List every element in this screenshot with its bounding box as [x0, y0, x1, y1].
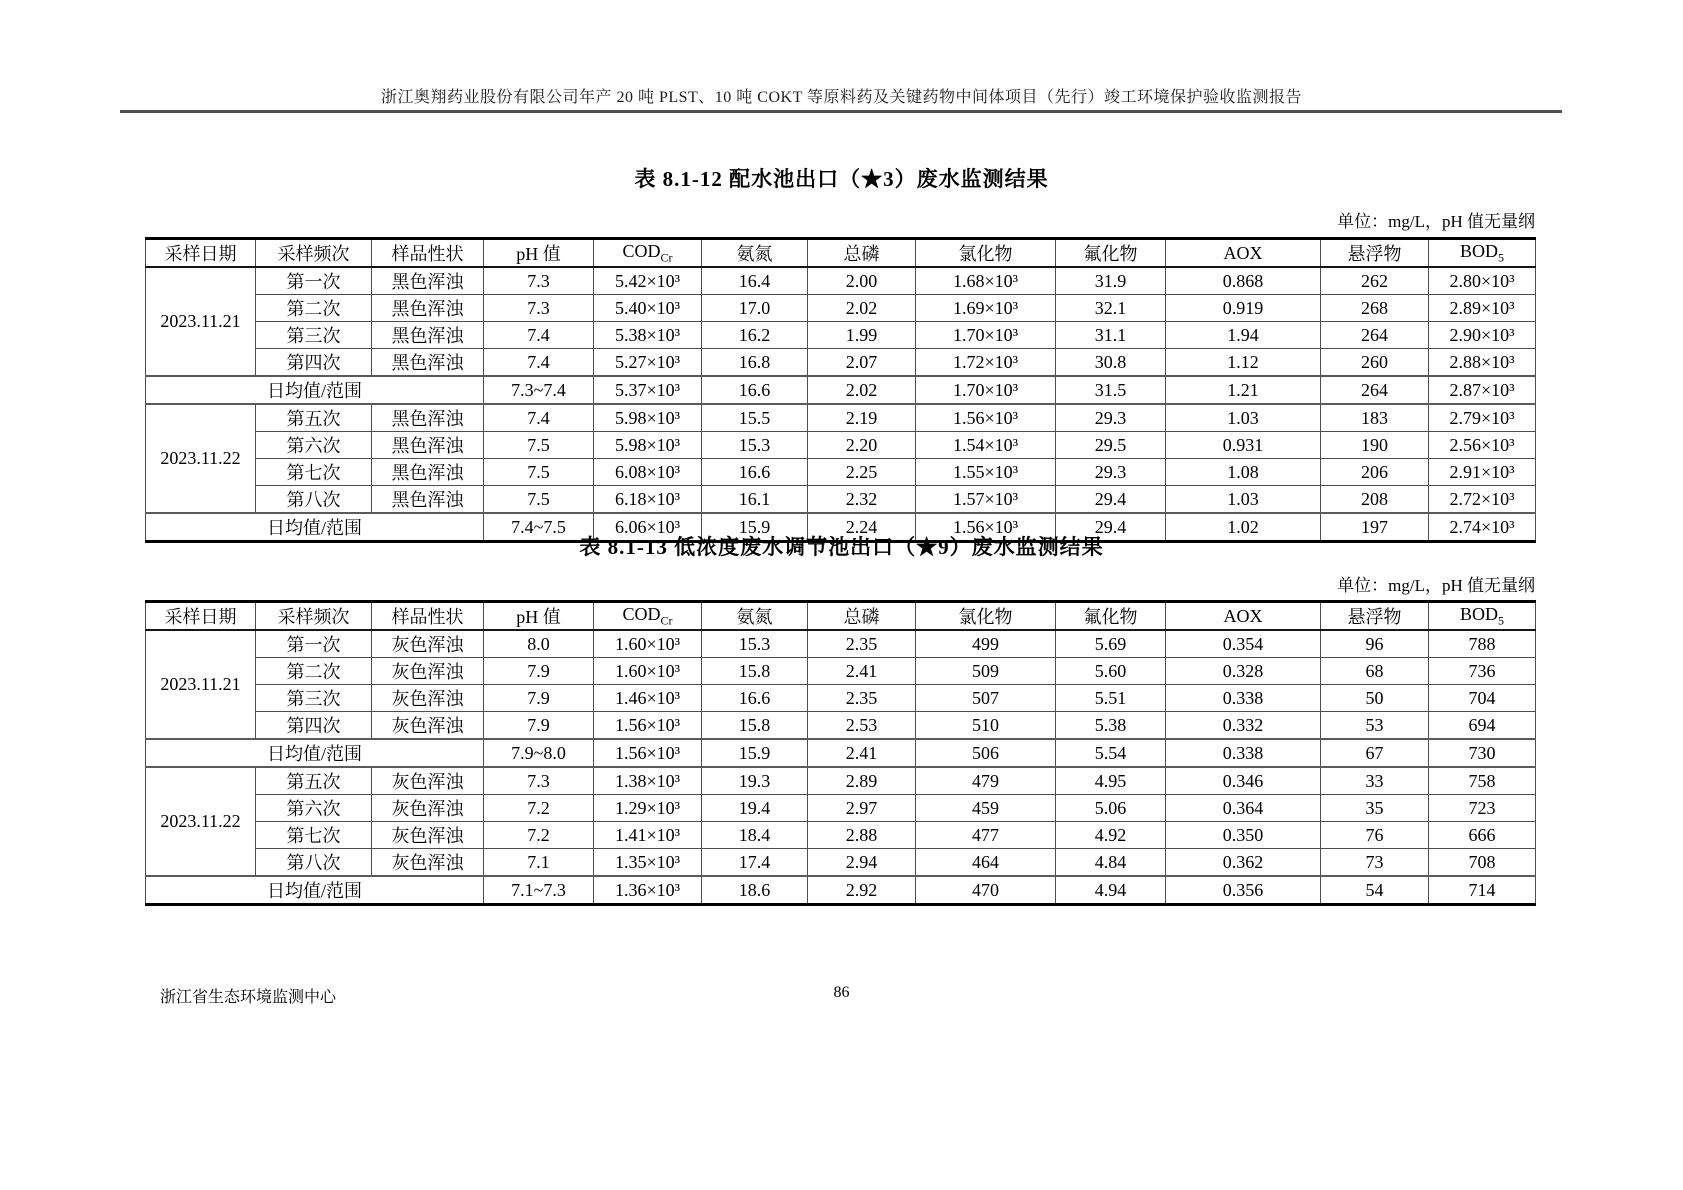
measurement-cell: 5.42×10³ [594, 267, 702, 295]
daily-average-value-cell: 0.338 [1166, 739, 1321, 767]
daily-average-value-cell: 5.54 [1056, 739, 1166, 767]
daily-average-value-cell: 2.74×10³ [1429, 513, 1536, 542]
measurement-cell: 2.91×10³ [1429, 459, 1536, 486]
measurement-cell: 708 [1429, 849, 1536, 877]
table2-title: 表 8.1-13 低浓度废水调节池出口（★9）废水监测结果 [579, 535, 1104, 559]
measurement-cell: 4.84 [1056, 849, 1166, 877]
measurement-cell: 7.2 [484, 822, 594, 849]
sample-appearance-cell: 灰色浑浊 [372, 658, 484, 685]
measurement-cell: 1.99 [808, 322, 916, 349]
daily-average-value-cell: 506 [916, 739, 1056, 767]
measurement-cell: 7.9 [484, 712, 594, 740]
daily-average-value-cell: 67 [1321, 739, 1429, 767]
column-header: 氟化物 [1056, 239, 1166, 268]
sample-row [146, 795, 1536, 822]
sampling-frequency-cell: 第七次 [256, 822, 372, 849]
column-header: $COD_{Cr}$ [594, 602, 702, 631]
daily-average-row [146, 739, 1536, 767]
measurement-cell: 6.08×10³ [594, 459, 702, 486]
measurement-cell: 19.3 [702, 767, 808, 795]
daily-average-label-cell: 日均值/范围 [146, 739, 484, 767]
sample-row [146, 267, 1536, 295]
daily-average-value-cell: 7.1~7.3 [484, 876, 594, 905]
measurement-cell: 2.25 [808, 459, 916, 486]
measurement-cell: 4.92 [1056, 822, 1166, 849]
measurement-cell: 2.07 [808, 349, 916, 377]
sample-row [146, 322, 1536, 349]
sample-appearance-cell: 灰色浑浊 [372, 767, 484, 795]
measurement-cell: 507 [916, 685, 1056, 712]
measurement-cell: 268 [1321, 295, 1429, 322]
sample-row [146, 685, 1536, 712]
sample-appearance-cell: 灰色浑浊 [372, 849, 484, 877]
measurement-cell: 1.57×10³ [916, 486, 1056, 514]
sampling-frequency-cell: 第一次 [256, 630, 372, 658]
daily-average-value-cell: 2.24 [808, 513, 916, 542]
measurement-cell: 35 [1321, 795, 1429, 822]
measurement-cell: 29.3 [1056, 404, 1166, 432]
measurement-cell: 5.38 [1056, 712, 1166, 740]
measurement-cell: 5.98×10³ [594, 404, 702, 432]
daily-average-value-cell: 470 [916, 876, 1056, 905]
sample-appearance-cell: 黑色浑浊 [372, 404, 484, 432]
column-header: 氟化物 [1056, 602, 1166, 631]
sampling-frequency-cell: 第八次 [256, 849, 372, 877]
column-header: 采样频次 [256, 239, 372, 268]
measurement-cell: 18.4 [702, 822, 808, 849]
daily-average-value-cell: 7.3~7.4 [484, 376, 594, 404]
measurement-cell: 1.70×10³ [916, 322, 1056, 349]
measurement-cell: 17.0 [702, 295, 808, 322]
daily-average-value-cell: 7.4~7.5 [484, 513, 594, 542]
daily-average-value-cell: 2.41 [808, 739, 916, 767]
measurement-cell: 33 [1321, 767, 1429, 795]
measurement-cell: 0.332 [1166, 712, 1321, 740]
daily-average-value-cell: 5.37×10³ [594, 376, 702, 404]
measurement-cell: 8.0 [484, 630, 594, 658]
measurement-cell: 15.5 [702, 404, 808, 432]
daily-average-value-cell: 0.356 [1166, 876, 1321, 905]
measurement-cell: 2.89 [808, 767, 916, 795]
measurement-cell: 190 [1321, 432, 1429, 459]
column-header: $COD_{Cr}$ [594, 239, 702, 268]
measurement-cell: 2.35 [808, 630, 916, 658]
daily-average-value-cell: 7.9~8.0 [484, 739, 594, 767]
measurement-cell: 2.35 [808, 685, 916, 712]
daily-average-value-cell: 1.70×10³ [916, 376, 1056, 404]
measurement-cell: 666 [1429, 822, 1536, 849]
measurement-cell: 1.60×10³ [594, 658, 702, 685]
daily-average-value-cell: 4.94 [1056, 876, 1166, 905]
measurement-cell: 723 [1429, 795, 1536, 822]
sample-row [146, 404, 1536, 432]
measurement-cell: 464 [916, 849, 1056, 877]
measurement-cell: 1.35×10³ [594, 849, 702, 877]
measurement-cell: 2.19 [808, 404, 916, 432]
measurement-cell: 1.38×10³ [594, 767, 702, 795]
measurement-cell: 0.346 [1166, 767, 1321, 795]
measurement-cell: 758 [1429, 767, 1536, 795]
column-header-subscript: 5 [1498, 250, 1504, 265]
sample-row [146, 486, 1536, 514]
measurement-cell: 5.69 [1056, 630, 1166, 658]
header-row [146, 239, 1536, 268]
sampling-frequency-cell: 第四次 [256, 349, 372, 377]
header-row [146, 602, 1536, 631]
daily-average-value-cell: 31.5 [1056, 376, 1166, 404]
measurement-cell: 260 [1321, 349, 1429, 377]
sample-row [146, 432, 1536, 459]
measurement-cell: 1.55×10³ [916, 459, 1056, 486]
wastewater-table-2 [145, 600, 1536, 906]
measurement-cell: 208 [1321, 486, 1429, 514]
column-header: 悬浮物 [1321, 239, 1429, 268]
column-header: 样品性状 [372, 239, 484, 268]
measurement-cell: 788 [1429, 630, 1536, 658]
measurement-cell: 2.89×10³ [1429, 295, 1536, 322]
measurement-cell: 7.1 [484, 849, 594, 877]
sample-row [146, 767, 1536, 795]
measurement-cell: 704 [1429, 685, 1536, 712]
daily-average-value-cell: 1.56×10³ [916, 513, 1056, 542]
column-header: pH 值 [484, 602, 594, 631]
measurement-cell: 7.4 [484, 404, 594, 432]
sample-row [146, 349, 1536, 377]
sampling-frequency-cell: 第七次 [256, 459, 372, 486]
measurement-cell: 264 [1321, 322, 1429, 349]
measurement-cell: 73 [1321, 849, 1429, 877]
column-header-subscript: Cr [660, 613, 673, 628]
daily-average-value-cell: 1.36×10³ [594, 876, 702, 905]
measurement-cell: 4.95 [1056, 767, 1166, 795]
measurement-cell: 16.4 [702, 267, 808, 295]
measurement-cell: 2.41 [808, 658, 916, 685]
sample-row [146, 849, 1536, 877]
column-header: 氯化物 [916, 239, 1056, 268]
footer-organization: 浙江省生态环境监测中心 [160, 989, 337, 1006]
measurement-cell: 694 [1429, 712, 1536, 740]
sampling-frequency-cell: 第三次 [256, 322, 372, 349]
column-header: 氨氮 [702, 239, 808, 268]
sample-appearance-cell: 灰色浑浊 [372, 630, 484, 658]
measurement-cell: 2.20 [808, 432, 916, 459]
measurement-cell: 7.2 [484, 795, 594, 822]
measurement-cell: 29.3 [1056, 459, 1166, 486]
sampling-date-cell: 2023.11.22 [146, 767, 256, 876]
daily-average-value-cell: 6.06×10³ [594, 513, 702, 542]
measurement-cell: 1.72×10³ [916, 349, 1056, 377]
measurement-cell: 2.94 [808, 849, 916, 877]
sample-appearance-cell: 灰色浑浊 [372, 712, 484, 740]
daily-average-value-cell: 29.4 [1056, 513, 1166, 542]
daily-average-value-cell: 16.6 [702, 376, 808, 404]
measurement-cell: 1.12 [1166, 349, 1321, 377]
daily-average-value-cell: 2.87×10³ [1429, 376, 1536, 404]
measurement-cell: 15.3 [702, 432, 808, 459]
sample-row [146, 822, 1536, 849]
measurement-cell: 30.8 [1056, 349, 1166, 377]
measurement-cell: 0.338 [1166, 685, 1321, 712]
measurement-cell: 1.68×10³ [916, 267, 1056, 295]
daily-average-row [146, 376, 1536, 404]
sample-row [146, 459, 1536, 486]
measurement-cell: 1.69×10³ [916, 295, 1056, 322]
measurement-cell: 5.06 [1056, 795, 1166, 822]
column-header: 总磷 [808, 602, 916, 631]
sampling-date-cell: 2023.11.22 [146, 404, 256, 513]
measurement-cell: 29.4 [1056, 486, 1166, 514]
daily-average-label-cell: 日均值/范围 [146, 376, 484, 404]
measurement-cell: 0.350 [1166, 822, 1321, 849]
measurement-cell: 206 [1321, 459, 1429, 486]
measurement-cell: 0.364 [1166, 795, 1321, 822]
sampling-date-cell: 2023.11.21 [146, 630, 256, 739]
table1-unit-note: 单位：mg/L，pH 值无量纲 [1337, 212, 1535, 231]
measurement-cell: 477 [916, 822, 1056, 849]
daily-average-value-cell: 714 [1429, 876, 1536, 905]
sample-appearance-cell: 黑色浑浊 [372, 459, 484, 486]
column-header-subscript: Cr [660, 250, 673, 265]
measurement-cell: 2.79×10³ [1429, 404, 1536, 432]
sample-appearance-cell: 灰色浑浊 [372, 795, 484, 822]
measurement-cell: 1.56×10³ [916, 404, 1056, 432]
measurement-cell: 0.354 [1166, 630, 1321, 658]
measurement-cell: 7.3 [484, 267, 594, 295]
measurement-cell: 53 [1321, 712, 1429, 740]
measurement-cell: 7.5 [484, 432, 594, 459]
measurement-cell: 2.72×10³ [1429, 486, 1536, 514]
measurement-cell: 2.88×10³ [1429, 349, 1536, 377]
column-header: 采样日期 [146, 602, 256, 631]
measurement-cell: 15.8 [702, 712, 808, 740]
measurement-cell: 1.29×10³ [594, 795, 702, 822]
table1-title: 表 8.1-12 配水池出口（★3）废水监测结果 [634, 167, 1049, 191]
sample-row [146, 295, 1536, 322]
measurement-cell: 5.60 [1056, 658, 1166, 685]
measurement-cell: 50 [1321, 685, 1429, 712]
table2-unit-note: 单位：mg/L，pH 值无量纲 [1337, 576, 1535, 595]
measurement-cell: 7.4 [484, 349, 594, 377]
column-header: 氯化物 [916, 602, 1056, 631]
sample-appearance-cell: 黑色浑浊 [372, 267, 484, 295]
daily-average-value-cell: 2.92 [808, 876, 916, 905]
measurement-cell: 510 [916, 712, 1056, 740]
daily-average-value-cell: 730 [1429, 739, 1536, 767]
measurement-cell: 0.868 [1166, 267, 1321, 295]
measurement-cell: 5.27×10³ [594, 349, 702, 377]
sample-appearance-cell: 灰色浑浊 [372, 685, 484, 712]
measurement-cell: 29.5 [1056, 432, 1166, 459]
sample-appearance-cell: 黑色浑浊 [372, 486, 484, 514]
daily-average-value-cell: 1.56×10³ [594, 739, 702, 767]
measurement-cell: 2.00 [808, 267, 916, 295]
measurement-cell: 5.98×10³ [594, 432, 702, 459]
measurement-cell: 7.3 [484, 767, 594, 795]
daily-average-value-cell: 264 [1321, 376, 1429, 404]
measurement-cell: 2.97 [808, 795, 916, 822]
daily-average-value-cell: 1.21 [1166, 376, 1321, 404]
measurement-cell: 15.8 [702, 658, 808, 685]
sampling-frequency-cell: 第五次 [256, 404, 372, 432]
sampling-frequency-cell: 第三次 [256, 685, 372, 712]
measurement-cell: 7.5 [484, 486, 594, 514]
column-header: 总磷 [808, 239, 916, 268]
footer-page-number: 86 [833, 984, 850, 1001]
measurement-cell: 31.9 [1056, 267, 1166, 295]
daily-average-value-cell: 15.9 [702, 513, 808, 542]
measurement-cell: 7.9 [484, 658, 594, 685]
column-header: 采样日期 [146, 239, 256, 268]
measurement-cell: 183 [1321, 404, 1429, 432]
daily-average-value-cell: 18.6 [702, 876, 808, 905]
sampling-frequency-cell: 第六次 [256, 795, 372, 822]
measurement-cell: 2.90×10³ [1429, 322, 1536, 349]
sample-appearance-cell: 黑色浑浊 [372, 295, 484, 322]
column-header: $BOD_5$ [1429, 239, 1536, 268]
daily-average-row [146, 876, 1536, 905]
measurement-cell: 1.54×10³ [916, 432, 1056, 459]
daily-average-label-cell: 日均值/范围 [146, 876, 484, 905]
measurement-cell: 1.03 [1166, 486, 1321, 514]
column-header: $BOD_5$ [1429, 602, 1536, 631]
daily-average-value-cell: 54 [1321, 876, 1429, 905]
measurement-cell: 1.56×10³ [594, 712, 702, 740]
measurement-cell: 1.60×10³ [594, 630, 702, 658]
column-header: AOX [1166, 602, 1321, 631]
measurement-cell: 2.32 [808, 486, 916, 514]
document-header-title: 浙江奥翔药业股份有限公司年产 20 吨 PLST、10 吨 COKT 等原料药及关键药物中间体项目（先行）竣工环境保护验收监测报告 [380, 89, 1303, 106]
measurement-cell: 68 [1321, 658, 1429, 685]
column-header: 悬浮物 [1321, 602, 1429, 631]
measurement-cell: 5.51 [1056, 685, 1166, 712]
measurement-cell: 0.328 [1166, 658, 1321, 685]
measurement-cell: 7.5 [484, 459, 594, 486]
measurement-cell: 19.4 [702, 795, 808, 822]
measurement-cell: 2.56×10³ [1429, 432, 1536, 459]
measurement-cell: 31.1 [1056, 322, 1166, 349]
measurement-cell: 16.8 [702, 349, 808, 377]
measurement-cell: 32.1 [1056, 295, 1166, 322]
column-header: 样品性状 [372, 602, 484, 631]
measurement-cell: 5.38×10³ [594, 322, 702, 349]
measurement-cell: 1.46×10³ [594, 685, 702, 712]
daily-average-value-cell: 2.02 [808, 376, 916, 404]
measurement-cell: 7.9 [484, 685, 594, 712]
measurement-cell: 5.40×10³ [594, 295, 702, 322]
measurement-cell: 459 [916, 795, 1056, 822]
measurement-cell: 0.931 [1166, 432, 1321, 459]
measurement-cell: 76 [1321, 822, 1429, 849]
measurement-cell: 96 [1321, 630, 1429, 658]
sampling-frequency-cell: 第二次 [256, 295, 372, 322]
measurement-cell: 2.80×10³ [1429, 267, 1536, 295]
measurement-cell: 7.3 [484, 295, 594, 322]
measurement-cell: 16.1 [702, 486, 808, 514]
sampling-frequency-cell: 第五次 [256, 767, 372, 795]
daily-average-value-cell: 197 [1321, 513, 1429, 542]
measurement-cell: 2.53 [808, 712, 916, 740]
column-header-subscript: 5 [1498, 613, 1504, 628]
measurement-cell: 15.3 [702, 630, 808, 658]
measurement-cell: 0.362 [1166, 849, 1321, 877]
measurement-cell: 7.4 [484, 322, 594, 349]
measurement-cell: 2.88 [808, 822, 916, 849]
sample-appearance-cell: 黑色浑浊 [372, 432, 484, 459]
measurement-cell: 262 [1321, 267, 1429, 295]
sampling-date-cell: 2023.11.21 [146, 267, 256, 376]
daily-average-value-cell: 1.02 [1166, 513, 1321, 542]
sampling-frequency-cell: 第六次 [256, 432, 372, 459]
column-header: AOX [1166, 239, 1321, 268]
measurement-cell: 16.2 [702, 322, 808, 349]
measurement-cell: 1.94 [1166, 322, 1321, 349]
daily-average-label-cell: 日均值/范围 [146, 513, 484, 542]
daily-average-value-cell: 15.9 [702, 739, 808, 767]
column-header: 氨氮 [702, 602, 808, 631]
wastewater-table-1 [145, 237, 1536, 543]
measurement-cell: 2.02 [808, 295, 916, 322]
measurement-cell: 6.18×10³ [594, 486, 702, 514]
sampling-frequency-cell: 第八次 [256, 486, 372, 514]
sample-row [146, 630, 1536, 658]
column-header: 采样频次 [256, 602, 372, 631]
measurement-cell: 16.6 [702, 685, 808, 712]
header-rule [120, 110, 1562, 113]
measurement-cell: 509 [916, 658, 1056, 685]
measurement-cell: 499 [916, 630, 1056, 658]
sample-appearance-cell: 黑色浑浊 [372, 349, 484, 377]
sample-appearance-cell: 灰色浑浊 [372, 822, 484, 849]
measurement-cell: 16.6 [702, 459, 808, 486]
column-header: pH 值 [484, 239, 594, 268]
measurement-cell: 736 [1429, 658, 1536, 685]
measurement-cell: 17.4 [702, 849, 808, 877]
measurement-cell: 0.919 [1166, 295, 1321, 322]
measurement-cell: 1.03 [1166, 404, 1321, 432]
sample-appearance-cell: 黑色浑浊 [372, 322, 484, 349]
sample-row [146, 658, 1536, 685]
sampling-frequency-cell: 第二次 [256, 658, 372, 685]
measurement-cell: 1.41×10³ [594, 822, 702, 849]
measurement-cell: 479 [916, 767, 1056, 795]
measurement-cell: 1.08 [1166, 459, 1321, 486]
sample-row [146, 712, 1536, 740]
sampling-frequency-cell: 第四次 [256, 712, 372, 740]
sampling-frequency-cell: 第一次 [256, 267, 372, 295]
